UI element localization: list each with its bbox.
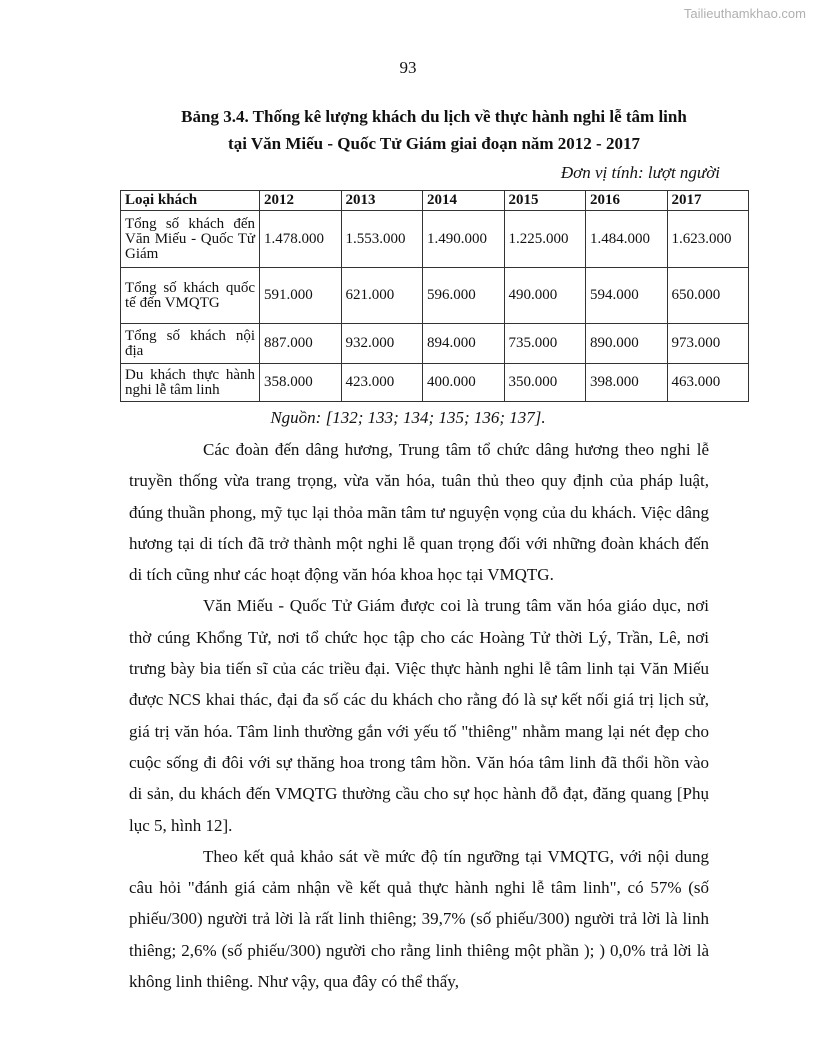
table-cell: 350.000 (504, 364, 586, 402)
table-row (121, 211, 749, 268)
row-label: Du khách thực hành nghi lễ tâm linh (121, 364, 260, 402)
header-cell: 2017 (667, 191, 749, 211)
table-cell: 1.484.000 (586, 211, 668, 268)
body-text (129, 434, 709, 997)
table-cell: 650.000 (667, 268, 749, 324)
table-cell: 1.623.000 (667, 211, 749, 268)
table-caption-line-2: tại Văn Miếu - Quốc Tử Giám giai đoạn năm 2012 - 2017 (228, 134, 640, 153)
header-cell: 2012 (260, 191, 342, 211)
header-cell: Loại khách (121, 191, 260, 211)
paragraph: Theo kết quả khảo sát về mức độ tín ngưỡng tại VMQTG, với nội dung câu hỏi "đánh giá cảm nhận về kết quả thực hành nghi lễ tâm linh", có 57% (số phiếu/300) người trả lời là rất linh thiêng; 39,7% (số phiếu/300) người trả lời là linh thiêng; 2,6% (số phiếu/300) người cho rằng linh thiêng một phần ); ) 0,0% trả lời là không linh thiêng. Như vậy, qua đây có thể thấy, (129, 846, 709, 992)
table-header-row (121, 191, 749, 211)
table-cell: 423.000 (341, 364, 423, 402)
row-label: Tổng số khách quốc tế đến VMQTG (121, 268, 260, 324)
row-label: Tổng số khách đến Văn Miếu - Quốc Tử Giám (121, 211, 260, 268)
table-cell: 973.000 (667, 324, 749, 364)
watermark: Tailieuthamkhao.com (683, 6, 806, 21)
table-row (121, 324, 749, 364)
table-cell: 1.225.000 (504, 211, 586, 268)
table-cell: 1.553.000 (341, 211, 423, 268)
header-cell: 2013 (341, 191, 423, 211)
header-cell: 2014 (423, 191, 505, 211)
table-cell: 358.000 (260, 364, 342, 402)
table-cell: 490.000 (504, 268, 586, 324)
table-cell: 463.000 (667, 364, 749, 402)
table-cell: 1.478.000 (260, 211, 342, 268)
table-cell: 894.000 (423, 324, 505, 364)
source-note: Nguồn: [132; 133; 134; 135; 136; 137]. (270, 408, 546, 427)
table-cell: 398.000 (586, 364, 668, 402)
page-number: 93 (399, 58, 417, 77)
unit-note: Đơn vị tính: lượt người (560, 163, 720, 182)
paragraph: Các đoàn đến dâng hương, Trung tâm tổ chức dâng hương theo nghi lễ truyền thống vừa trang trọng, vừa văn hóa, tuân thủ theo quy định của pháp luật, đúng thuần phong, mỹ tục lại thỏa mãn tâm tư nguyện vọng của du khách. Việc dâng hương tại di tích đã trở thành một nghi lễ quan trọng đối với những đoàn khách đến di tích cũng như các hoạt động văn hóa khoa học tại VMQTG. (129, 440, 709, 585)
table-cell: 400.000 (423, 364, 505, 402)
table-row (121, 364, 749, 402)
table-cell: 594.000 (586, 268, 668, 324)
table-cell: 890.000 (586, 324, 668, 364)
table-cell: 932.000 (341, 324, 423, 364)
table-caption-line-1: Bảng 3.4. Thống kê lượng khách du lịch về thực hành nghi lễ tâm linh (181, 107, 687, 126)
table-cell: 887.000 (260, 324, 342, 364)
table-cell: 735.000 (504, 324, 586, 364)
table-cell: 1.490.000 (423, 211, 505, 268)
header-cell: 2016 (586, 191, 668, 211)
row-label: Tổng số khách nội địa (121, 324, 260, 364)
table-cell: 591.000 (260, 268, 342, 324)
table-cell: 596.000 (423, 268, 505, 324)
table-cell: 621.000 (341, 268, 423, 324)
paragraph: Văn Miếu - Quốc Tử Giám được coi là trung tâm văn hóa giáo dục, nơi thờ cúng Khổng Tử, nơi tổ chức học tập cho các Hoàng Tử thời Lý, Trần, Lê, nơi trưng bày bia tiến sĩ của các triều đại. Việc thực hành nghi lễ tâm linh tại Văn Miếu được NCS khai thác, đại đa số các du khách cho rằng đó là sự kết nối giá trị lịch sử, giá trị văn hóa. Tâm linh thường gắn với yếu tố "thiêng" nhằm mang lại nét đẹp cho cuộc sống đi đôi với sự thăng hoa trong tâm hồn. Văn hóa tâm linh đã thổi hồn vào di sản, du khách đến VMQTG thường cầu cho sự học hành đỗ đạt, đăng quang [Phụ lục 5, hình 12]. (129, 596, 709, 835)
header-cell: 2015 (504, 191, 586, 211)
table-row (121, 268, 749, 324)
visitor-statistics-table (120, 190, 749, 402)
